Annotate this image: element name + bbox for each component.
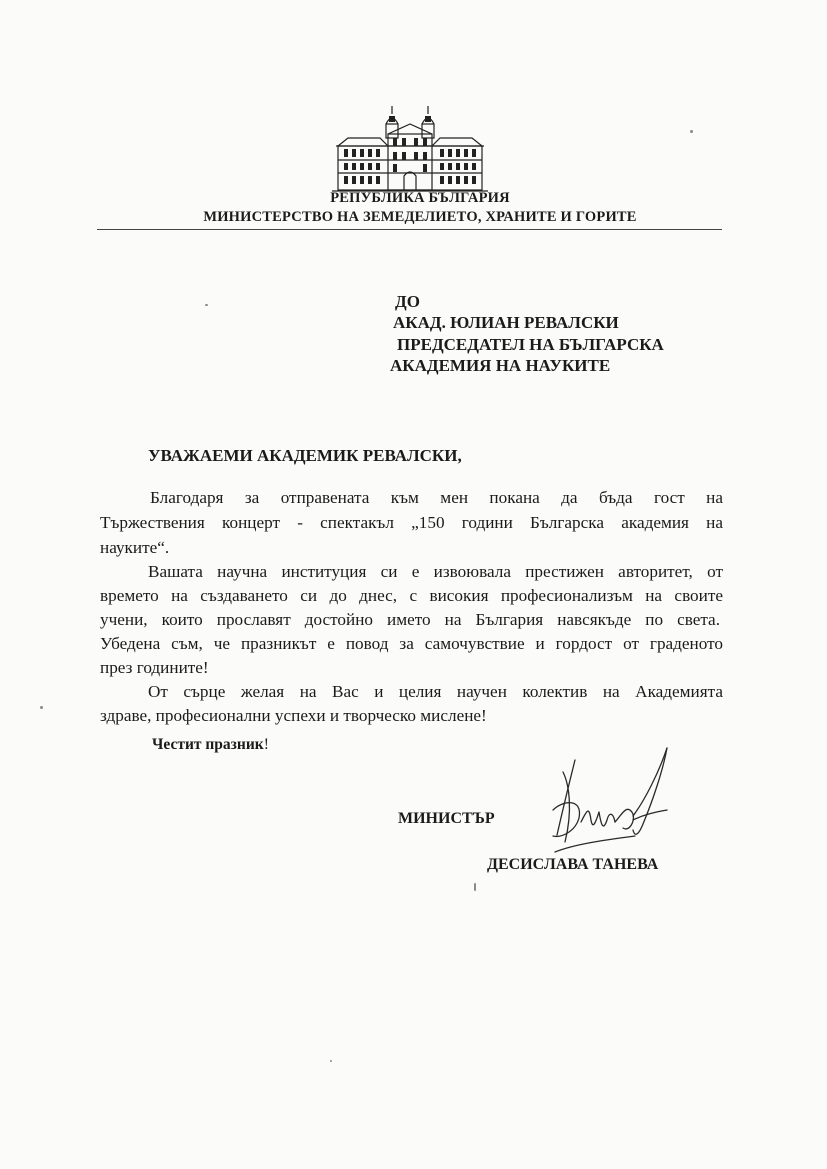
body-line: Вашата научна институция си е извоювала престижен авторитет, от <box>148 562 723 581</box>
header-ministry: МИНИСТЕРСТВО НА ЗЕМЕДЕЛИЕТО, ХРАНИТЕ И ГОРИТЕ <box>203 209 637 225</box>
signatory-name: ДЕСИСЛАВА ТАНЕВА <box>487 856 659 873</box>
scan-speck <box>205 304 208 306</box>
body-line: Благодаря за отправената към мен покана да бъда гост на <box>150 488 723 507</box>
ministry-building-emblem-icon <box>330 102 490 194</box>
recipient-organization: АКАДЕМИЯ НА НАУКИТЕ <box>390 356 611 375</box>
scan-speck <box>40 706 43 709</box>
scan-speck <box>690 130 693 133</box>
closing-greeting <box>152 736 269 754</box>
body-line: през годините! <box>100 658 209 677</box>
handwritten-signature-icon <box>535 740 685 860</box>
body-line: науките“. <box>100 538 170 557</box>
scan-speck <box>474 883 476 891</box>
closing-greeting-bold: Честит празник <box>152 736 264 753</box>
body-line: здраве, професионални успехи и творческо мислене! <box>100 706 487 725</box>
signatory-title: МИНИСТЪР <box>398 810 495 827</box>
recipient-name: АКАД. ЮЛИАН РЕВАЛСКИ <box>393 313 619 332</box>
body-line: От сърце желая на Вас и целия научен колектив на Академията <box>148 682 723 701</box>
salutation: УВАЖАЕМИ АКАДЕМИК РЕВАЛСКИ, <box>148 446 462 465</box>
body-line: учени, които прославят достойно името на България навсякъде по света. <box>100 610 720 629</box>
header-country: РЕПУБЛИКА БЪЛГАРИЯ <box>330 190 510 206</box>
scan-speck <box>330 1060 332 1062</box>
recipient-to: ДО <box>395 292 420 311</box>
body-line: Убедена съм, че празникът е повод за самочувствие и гордост от граденото <box>100 634 723 653</box>
closing-greeting-mark: ! <box>263 736 269 753</box>
header-divider <box>97 229 722 230</box>
body-line: Тържествения концерт - спектакъл „150 години Българска академия на <box>100 513 723 532</box>
body-line: времето на създаването си до днес, с високия професионализъм на своите <box>100 586 723 605</box>
recipient-position: ПРЕДСЕДАТЕЛ НА БЪЛГАРСКА <box>397 335 664 354</box>
